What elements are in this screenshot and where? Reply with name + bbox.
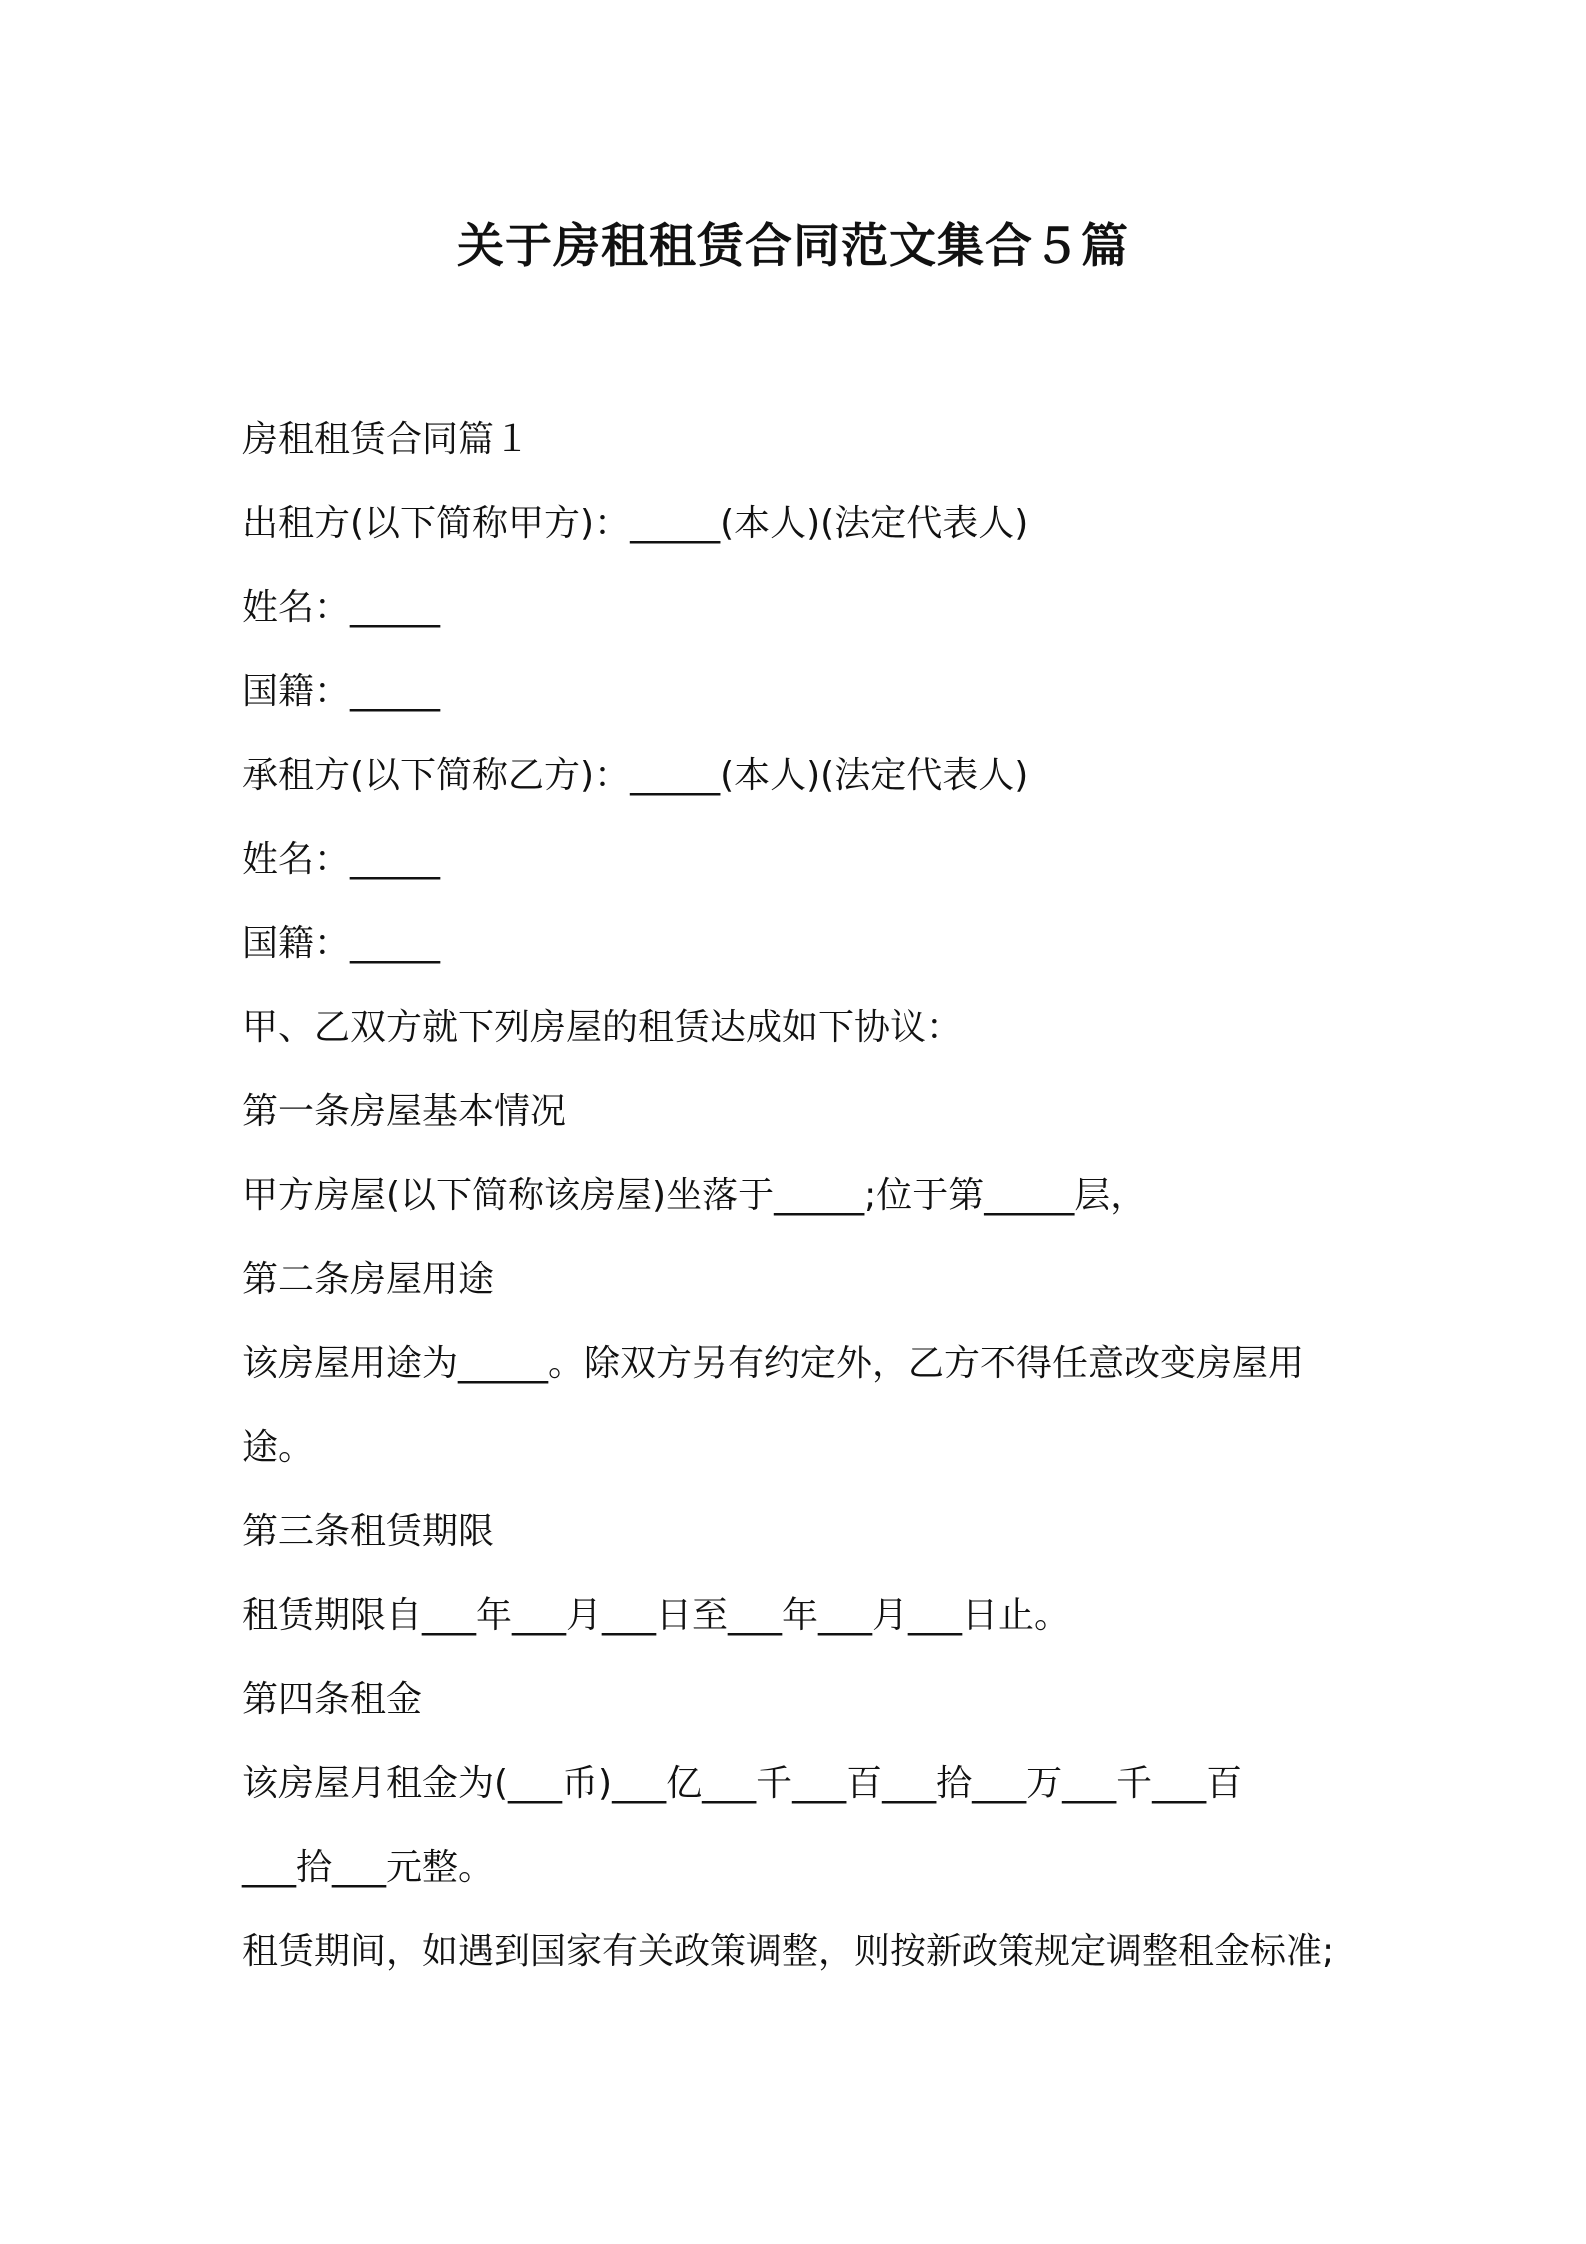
lessee-line: 承租方(以下简称乙方)：_____(本人)(法定代表人) [242,755,1029,796]
lessor-line: 出租方(以下简称甲方)：_____(本人)(法定代表人) [242,503,1029,544]
section-heading-contract-1: 房租租赁合同篇１ [242,419,531,460]
document-body [242,398,1362,1994]
article-1-heading: 第一条房屋基本情况 [242,1091,567,1132]
agreement-intro-line: 甲、乙双方就下列房屋的租赁达成如下协议： [242,1007,963,1048]
article-2-heading: 第二条房屋用途 [242,1259,495,1300]
article-4-text: 该房屋月租金为(___币)___亿___千___百___拾___万___千___百 [242,1763,1243,1804]
lessee-nationality-line: 国籍：_____ [242,923,441,964]
lessor-nationality-line: 国籍：_____ [242,671,441,712]
article-2-text: 该房屋用途为_____。除双方另有约定外，乙方不得任意改变房屋用 [242,1343,1305,1384]
article-3-heading: 第三条租赁期限 [242,1511,495,1552]
rent-adjustment-text: 租赁期间，如遇到国家有关政策调整，则按新政策规定调整租金标准; [242,1931,1335,1972]
article-2-text-continued: 途。 [242,1427,315,1468]
article-1-text: 甲方房屋(以下简称该房屋)坐落于_____;位于第_____层， [242,1175,1147,1216]
article-3-text: 租赁期限自___年___月___日至___年___月___日止。 [242,1595,1071,1636]
article-4-text-continued: ___拾___元整。 [242,1847,495,1888]
lessor-name-line: 姓名：_____ [242,587,441,628]
lessee-name-line: 姓名：_____ [242,839,441,880]
document-title: 关于房租租赁合同范文集合５篇 [457,219,1129,274]
article-4-heading: 第四条租金 [242,1679,423,1720]
